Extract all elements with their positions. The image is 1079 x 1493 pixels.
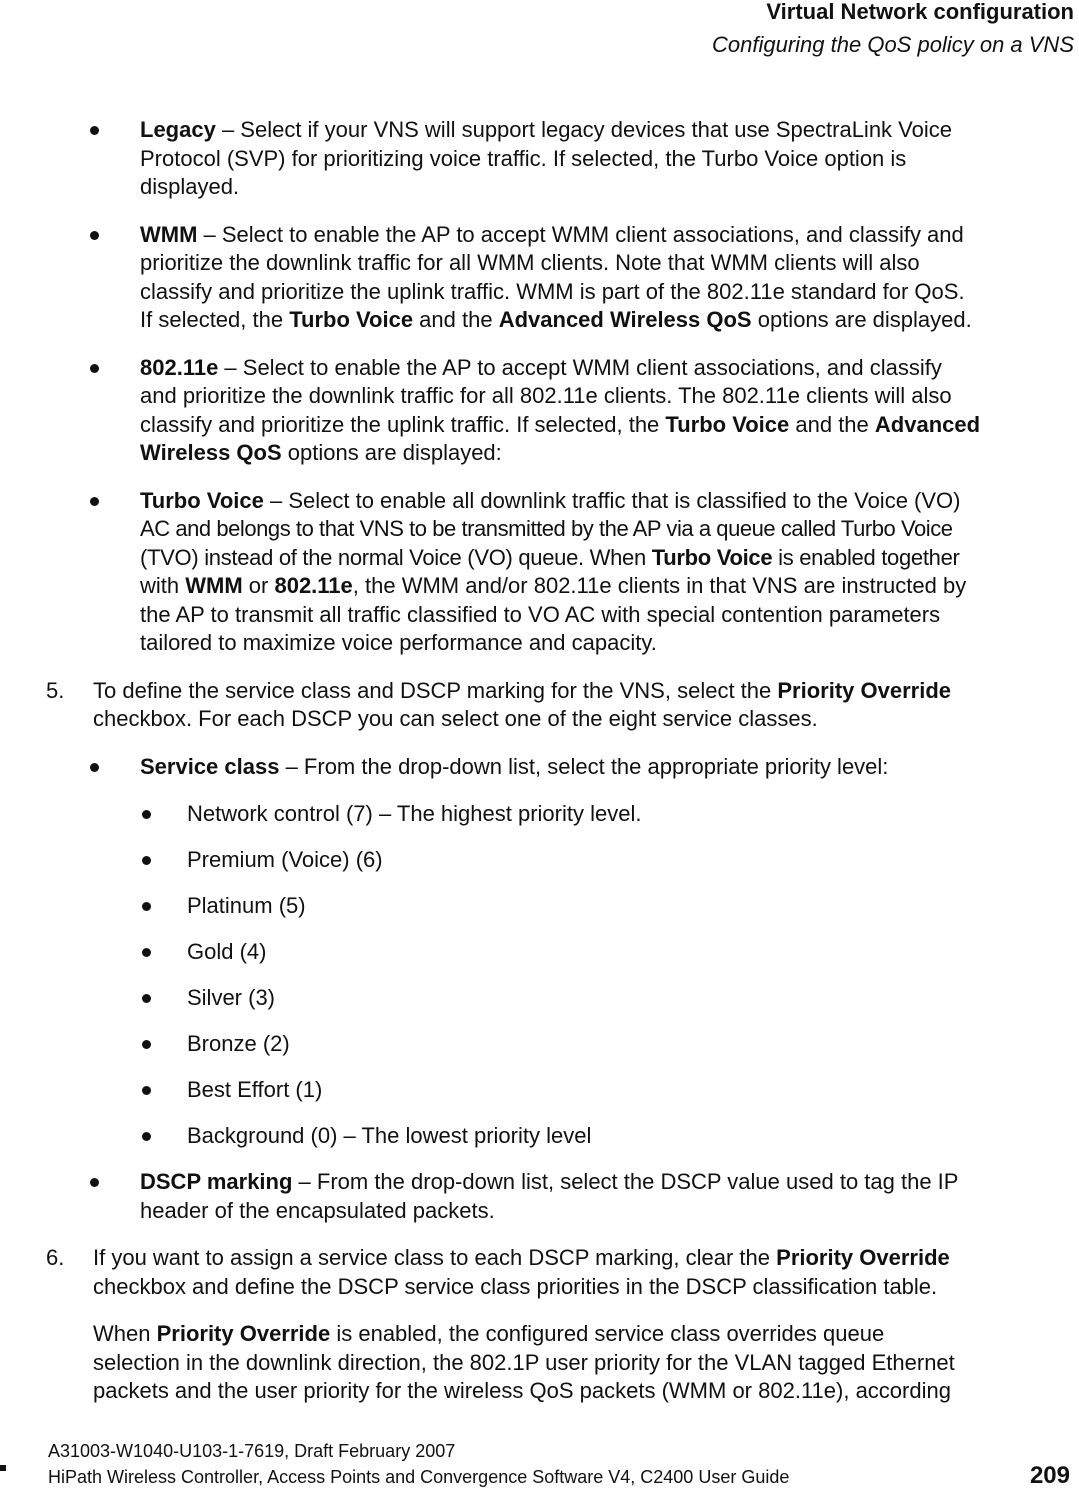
margin-mark xyxy=(0,1465,6,1471)
bullet-dot-icon xyxy=(142,856,151,865)
step-number: 5. xyxy=(46,677,65,703)
list-item-priority-level: Best Effort (1) xyxy=(0,1076,1079,1105)
footer-product: HiPath Wireless Controller, Access Points and Convergence Software V4, C2400 User Guide xyxy=(48,1467,790,1487)
bullet-wmm: WMM – Select to enable the AP to accept WMM client associations, and classify and prioritize the downlink traffic for all WMM clients. Note that WMM clients will also classify and prioritize the uplink traffic. WMM is part of the 802.11e standard for QoS. If selected, the Turbo Voice and the Advanced Wireless QoS options are displayed. xyxy=(0,221,1079,335)
bullet-dot-icon xyxy=(142,948,151,957)
bullet-dot-icon xyxy=(142,902,151,911)
list-item-priority-level: Gold (4) xyxy=(0,938,1079,967)
step-number: 6. xyxy=(46,1245,65,1270)
bullet-dot-icon xyxy=(90,497,99,506)
section-title: Virtual Network configuration xyxy=(766,0,1074,24)
bullet-dot-icon xyxy=(90,231,99,240)
list-item-priority-level: Silver (3) xyxy=(0,984,1079,1013)
footer-doc-id: A31003-W1040-U103-1-7619, Draft February 2007 xyxy=(48,1441,456,1461)
document-body xyxy=(0,116,1079,1406)
list-item-priority-level: Premium (Voice) (6) xyxy=(0,846,1079,875)
bullet-dot-icon xyxy=(90,126,99,135)
bullet-dot-icon xyxy=(142,1132,151,1141)
bullet-dot-icon xyxy=(90,364,99,373)
section-subtitle: Configuring the QoS policy on a VNS xyxy=(712,32,1074,57)
list-item-priority-level: Background (0) – The lowest priority level xyxy=(0,1122,1079,1151)
paragraph-priority-override: When Priority Override is enabled, the configured service class overrides queue selection in the downlink direction, the 802.1P user priority for the VLAN tagged Ethernet packets and the user priority for the wireless QoS packets (WMM or 802.11e), according xyxy=(93,1321,955,1403)
page-number: 209 xyxy=(1029,1462,1070,1489)
bullet-legacy: Legacy – Select if your VNS will support legacy devices that use SpectraLink Voice Protocol (SVP) for prioritizing voice traffic. If selected, the Turbo Voice option is displayed. xyxy=(0,116,1079,202)
term-legacy: Legacy xyxy=(140,117,216,142)
bullet-dot-icon xyxy=(142,1086,151,1095)
term-dscp-marking: DSCP marking xyxy=(140,1169,293,1194)
bullet-dot-icon xyxy=(90,1178,99,1187)
bullet-dscp-marking: DSCP marking – From the drop-down list, select the DSCP value used to tag the IP header of the encapsulated packets. xyxy=(0,1168,1079,1225)
bullet-service-class: Service class – From the drop-down list, select the appropriate priority level: xyxy=(0,753,1079,782)
list-item-priority-level: Bronze (2) xyxy=(0,1030,1079,1059)
step-5: 5. To define the service class and DSCP marking for the VNS, select the Priority Override checkbox. For each DSCP you can select one of the eight service classes. xyxy=(46,677,952,731)
term-802-11e: 802.11e xyxy=(140,354,219,380)
bullet-turbo-voice: Turbo Voice – Select to enable all downlink traffic that is classified to the Voice (VO) AC and belongs to that VNS to be transmitted by the AP via a queue called Turbo Voice (TVO) instead of the normal Voice (VO) queue. When Turbo Voice is enabled together with WMM or 802.11e, the WMM and/or 802.11e clients in that VNS are instructed by the AP to transmit all traffic classified to VO AC with special contention parameters tailored to maximize voice performance and capacity. xyxy=(0,487,1079,658)
list-item-priority-level: Platinum (5) xyxy=(0,892,1079,921)
bullet-802-11e: 802.11e – Select to enable the AP to accept WMM client associations, and classify and prioritize the downlink traffic for all 802.11e clients. The 802.11e clients will also classify and prioritize the uplink traffic. If selected, the Turbo Voice and the Advanced Wireless QoS options are displayed: xyxy=(0,354,1079,468)
step-6: 6. If you want to assign a service class to each DSCP marking, clear the Priority Override checkbox and define the DSCP service class priorities in the DSCP classification table. xyxy=(46,1245,950,1299)
bullet-dot-icon xyxy=(142,994,151,1003)
list-item-priority-level: Network control (7) – The highest priority level. xyxy=(0,800,1079,829)
term-service-class: Service class xyxy=(140,753,280,779)
term-wmm: WMM xyxy=(140,221,198,247)
term-turbo-voice: Turbo Voice xyxy=(140,487,264,513)
bullet-dot-icon xyxy=(142,810,151,819)
bullet-dot-icon xyxy=(142,1040,151,1049)
bullet-dot-icon xyxy=(90,763,99,772)
